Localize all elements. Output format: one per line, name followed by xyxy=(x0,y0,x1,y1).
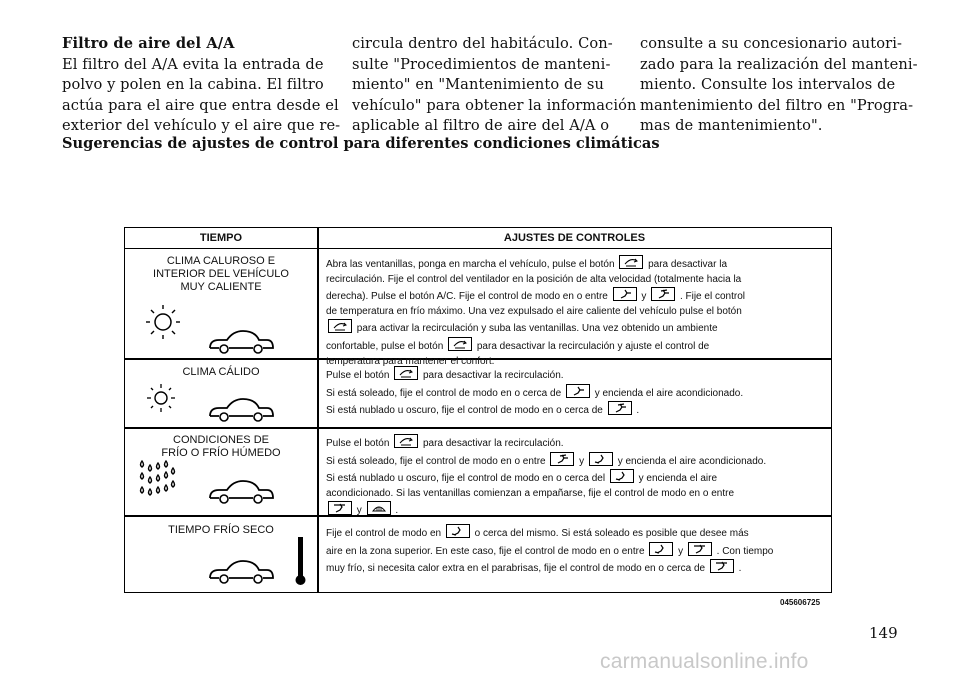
mode-bilevel-icon xyxy=(608,401,632,415)
weather-cold-dry xyxy=(125,524,317,537)
text-segment: y encienda el aire acondicionado. xyxy=(614,455,767,467)
text-column-2 xyxy=(352,34,637,137)
text-segment: y xyxy=(638,291,650,303)
mode-bilevel-icon xyxy=(651,287,675,301)
text-segment: Pulse el botón xyxy=(326,370,393,381)
weather-label: TIEMPO FRÍO SECO xyxy=(168,524,274,536)
header-weather: TIEMPO xyxy=(125,228,317,249)
text-segment: para activar la recirculación y suba las ventanillas. Una vez obtenido un ambiente xyxy=(354,323,718,335)
car-icon xyxy=(207,558,275,586)
text-segment: Si está nublado u oscuro, fije el control de modo en o cerca del xyxy=(326,473,608,485)
mode-floor-icon xyxy=(610,469,634,483)
mode-panel-icon xyxy=(613,287,637,301)
text-segment: para desactivar la recirculación. xyxy=(420,370,564,381)
climate-settings-table xyxy=(124,227,832,593)
thermometer-icon xyxy=(293,535,309,587)
text-segment: y xyxy=(675,545,686,557)
text-segment: Pulse el botón xyxy=(326,438,393,449)
car-icon xyxy=(207,478,275,506)
text-segment: y xyxy=(354,505,365,517)
sun-icon xyxy=(145,382,177,414)
text-segment: aire en la zona superior. En este caso, fije el control de modo en o entre xyxy=(326,545,648,557)
sun-icon xyxy=(145,302,185,342)
mode-mix-icon xyxy=(688,542,712,556)
text-segment: y encienda el aire acondicionado. xyxy=(591,387,744,399)
car-icon xyxy=(207,396,275,424)
mode-floor-icon xyxy=(649,542,673,556)
body-line: exterior del vehículo y el aire que re- xyxy=(62,117,341,135)
text-segment: acondicionado. Si las ventanillas comienzan a empañarse, fije el control de modo en o entre xyxy=(326,487,735,499)
raindrops-icon xyxy=(137,459,177,503)
text-column-1 xyxy=(62,34,341,137)
weather-warm xyxy=(125,366,317,379)
weather-cold-humid xyxy=(125,434,317,460)
mode-panel-icon xyxy=(566,384,590,398)
watermark: carmanualsonline.info xyxy=(600,650,809,673)
weather-label: CONDICIONES DE xyxy=(173,434,269,446)
recirculation-button-icon xyxy=(328,319,352,333)
body-line: consulte a su concesionario autori- xyxy=(640,35,903,52)
weather-label: INTERIOR DEL VEHÍCULO xyxy=(153,268,289,280)
weather-label: CLIMA CALUROSO E xyxy=(166,255,276,267)
text-segment: . xyxy=(735,563,742,575)
text-segment: temperatura para mantener el confort. xyxy=(326,355,495,367)
text-segment: . Fije el control xyxy=(677,291,745,303)
text-segment: Si está soleado, fije el control de modo en o entre xyxy=(326,455,549,467)
weather-hot xyxy=(125,255,317,294)
figure-code: 045606725 xyxy=(780,598,821,607)
text-segment: recirculación. Fije el control del ventilador en la posición de alta velocidad (totalmente hacia la xyxy=(326,273,742,285)
text-segment: de temperatura en frío máximo. Una vez expulsado el aire caliente del vehículo pulse el botón xyxy=(326,305,742,317)
controls-hot xyxy=(326,255,826,369)
body-line: El filtro del A/A evita la entrada de xyxy=(62,55,324,73)
text-segment: Abra las ventanillas, ponga en marcha el vehículo, pulse el botón xyxy=(326,259,618,270)
body-line: mas de mantenimiento". xyxy=(640,117,823,135)
body-line: actúa para el aire que entra desde el xyxy=(62,96,339,114)
mode-floor-icon xyxy=(446,524,470,538)
text-segment: . xyxy=(392,505,399,517)
text-segment: derecha). Pulse el botón A/C. Fije el control de modo en o entre xyxy=(326,291,611,303)
mode-mix-icon xyxy=(710,559,734,573)
controls-cold-humid xyxy=(326,434,826,519)
body-line: aplicable al filtro de aire del A/A o xyxy=(352,117,610,135)
row-divider xyxy=(125,427,831,429)
mode-bilevel-icon xyxy=(550,452,574,466)
text-column-3 xyxy=(640,34,918,137)
page-number: 149 xyxy=(869,624,898,642)
text-segment: y encienda el aire xyxy=(635,473,718,485)
text-segment: Si está soleado, fije el control de modo en o cerca de xyxy=(326,387,564,399)
mode-mix-icon xyxy=(328,501,352,515)
text-segment: para desactivar la recirculación y ajuste el control de xyxy=(474,340,710,352)
weather-label: CLIMA CÁLIDO xyxy=(182,366,260,378)
recirculation-button-icon xyxy=(619,255,643,269)
weather-label: MUY CALIENTE xyxy=(180,281,262,293)
text-segment: para desactivar la xyxy=(645,259,728,270)
text-segment: . xyxy=(633,405,640,417)
text-segment: confortable, pulse el botón xyxy=(326,340,447,352)
header-controls: AJUSTES DE CONTROLES xyxy=(318,228,831,249)
body-line: sulte "Procedimientos de manteni- xyxy=(352,55,611,73)
weather-label: FRÍO O FRÍO HÚMEDO xyxy=(161,447,281,459)
body-line: circula dentro del habitáculo. Con- xyxy=(352,35,613,52)
controls-warm xyxy=(326,366,826,419)
recirculation-button-icon xyxy=(394,366,418,380)
body-line: zado para la realización del manteni- xyxy=(640,55,918,73)
defrost-icon xyxy=(367,501,391,515)
recirculation-button-icon xyxy=(394,434,418,448)
body-line: mantenimiento del filtro en "Progra- xyxy=(640,96,914,114)
body-line: polvo y polen en la cabina. El filtro xyxy=(62,76,324,94)
text-segment: o cerca del mismo. Si está soleado es posible que desee más xyxy=(471,528,749,539)
text-segment: y xyxy=(576,455,587,467)
text-segment: . Con tiempo xyxy=(713,545,774,557)
car-icon xyxy=(207,328,275,356)
text-segment: muy frío, si necesita calor extra en el parabrisas, fije el control de modo en o cerca de xyxy=(326,563,708,575)
text-segment: Si está nublado u oscuro, fije el control de modo en o cerca de xyxy=(326,405,606,417)
body-line: miento" en "Mantenimiento de su xyxy=(352,76,604,94)
text-segment: Fije el control de modo en xyxy=(326,528,444,539)
section-title: Filtro de aire del A/A xyxy=(62,35,235,52)
column-divider xyxy=(317,228,319,592)
recirculation-button-icon xyxy=(448,337,472,351)
text-segment: para desactivar la recirculación. xyxy=(420,438,564,449)
controls-cold-dry xyxy=(326,524,826,577)
mode-floor-icon xyxy=(589,452,613,466)
body-line: vehículo" para obtener la información xyxy=(352,96,637,114)
body-line: miento. Consulte los intervalos de xyxy=(640,76,896,94)
subheading: Sugerencias de ajustes de control para diferentes condiciones climáticas xyxy=(62,135,660,152)
